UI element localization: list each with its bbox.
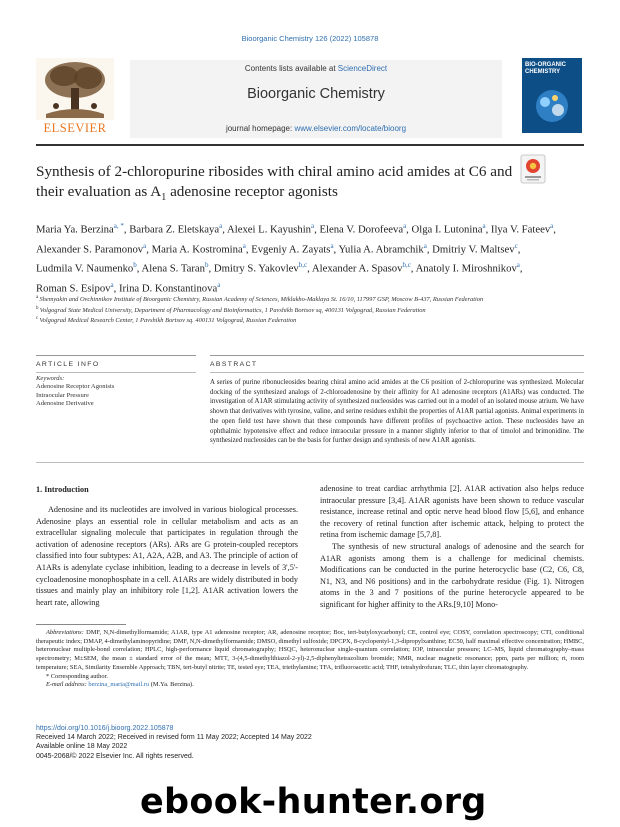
- check-for-updates-badge[interactable]: [520, 154, 546, 184]
- author-affiliation-marker[interactable]: a: [219, 222, 223, 230]
- contents-line: [130, 64, 502, 73]
- keyword-item: Adenosine Receptor Agonists: [36, 383, 115, 391]
- available-online: Available online 18 May 2022: [36, 743, 128, 751]
- body-paragraph: adenosine to treat cardiac arrhythmia [2]. A1AR activation also helps reduce intraocular pressure [3,4]. A1AR agonists have been shown to reduce vascular resistance, increase retinal and optic nerve head blood flow [5,6], and enhance the recovery of retinal function after ischemic attack, helping to protect the retina from ischemic damage [5,7,8].: [320, 484, 584, 540]
- affiliation-marker: a: [36, 295, 40, 300]
- section-heading-introduction: 1. Introduction: [36, 485, 89, 494]
- check-for-updates-icon: [520, 154, 546, 184]
- author-affiliation-marker[interactable]: a: [403, 222, 407, 230]
- author-affiliation-marker[interactable]: a: [110, 280, 114, 289]
- elsevier-tree-logo: [36, 58, 114, 120]
- corresponding-author-note: * Corresponding author.: [46, 672, 108, 680]
- author-affiliation-marker[interactable]: a: [311, 222, 315, 230]
- author-name[interactable]: Maria A. Kostromina: [151, 243, 243, 256]
- article-info-rule: [36, 355, 196, 356]
- author-name[interactable]: Elena V. Dorofeeva: [319, 223, 404, 236]
- author-affiliation-marker[interactable]: a: [550, 222, 554, 230]
- author-affiliation-marker[interactable]: b,c: [298, 261, 308, 270]
- abbreviations-text: DMF, N,N-dimethylformamide; A1AR, type A1 adenosine receptor; AR, adenosine receptor; Boc, tert-butyloxycarbonyl; CE, control eye; COSY, correlation spectroscopy; CTI, conditional therapeutic index; DMAP, 4-dimethylaminopyridine; DMF, N,N-dimethylformamide; DMSO, dimethyl sulfoxide; DPCPX, 8-cyclopentyl-1,3-dipropylxanthine; EC50, half maximal effective concentration; HMBC, heteronuclear multiple-bond correlation; HPLC, high-performance liquid chromatography; HSQC, heteronuclear single-quantum correlation; IOP, intraocular pressure; LC–MS, liquid chromatography–mass spectrometry; M±SEM, the mean ± standard error of the mean; MTT, 3-(4,5-dimethylthiazol-2-yl)-2,5-diphenyltetrazolium bromide; NMR, nuclear magnetic resonance; ppm, parts per million; rt, room temperature; SEA, Similarity Ensemble Approach; TBN, tert-butyl nitrite; TE, tested eye; TEA, triethylamine; TFA, trifluoroacetic acid; THF, tetrahydrofuran; TLC, thin layer chromatography.: [36, 629, 584, 671]
- abstract-heading: ABSTRACT: [210, 361, 258, 368]
- affiliation-text: Volgograd Medical Research Center, 1 Pavshikh Bortsov sq. 400131 Volgograd, Russian Federation: [39, 317, 297, 325]
- author-name[interactable]: Alena S. Taran: [141, 262, 206, 275]
- homepage-link[interactable]: www.elsevier.com/locate/bioorg: [294, 124, 407, 133]
- author-name[interactable]: Dmitriy V. Maltsev: [432, 243, 515, 256]
- cover-title: BIO-ORGANIC CHEMISTRY: [525, 62, 566, 75]
- author-affiliation-marker[interactable]: a: [482, 222, 486, 230]
- affiliation-marker: c: [36, 316, 40, 322]
- affiliation-item: [36, 315, 584, 326]
- author-affiliation-marker[interactable]: a: [516, 261, 520, 270]
- watermark: ebook-hunter.org: [140, 782, 487, 822]
- author-affiliation-marker[interactable]: a: [330, 241, 334, 250]
- affiliation-text: Volgograd State Medical University, Department of Pharmacology and Bioinformatics, 1 Pavshikh Bortsov sq, 400131 Volgograd, Russian Federation: [39, 306, 426, 314]
- author-affiliation-marker[interactable]: b,c: [402, 261, 411, 270]
- author-affiliation-marker[interactable]: c: [514, 241, 518, 250]
- body-right-column: [320, 483, 584, 611]
- author-affiliation-marker[interactable]: b: [133, 261, 137, 270]
- abbreviations-label: Abbreviations:: [46, 629, 84, 636]
- author-name[interactable]: Alexander A. Spasov: [311, 262, 403, 275]
- elsevier-wordmark: ELSEVIER: [43, 121, 107, 135]
- affiliation-text: Shemyakin and Ovchinnikov Institute of Bioorganic Chemistry, Russian Academy of Sciences, Miklukho-Maklaya St. 16/10, 117997 GSP, Moscow B-437, Russian Federation: [39, 296, 484, 304]
- journal-name: Bioorganic Chemistry: [247, 86, 385, 102]
- article-info-rule-2: [36, 372, 196, 373]
- author-name[interactable]: Evgeniy A. Zayats: [251, 243, 331, 256]
- sciencedirect-link[interactable]: ScienceDirect: [337, 64, 388, 73]
- abbreviations-footnote: [36, 629, 584, 673]
- email-note: [36, 681, 584, 690]
- abstract-rule-2: [210, 372, 584, 373]
- abstract-text: A series of purine ribonucleosides bearing chiral amino acid amides at the C6 position of 2-chloropurine was synthesized. Molecular docking of the synthesized analogs of 2-chloroadenosine by their affinity for A1 adenosine receptors (A1ARs) was conducted. The investigation of A1AR stimulating activity of synthesized nucleosides was carried out in a model of an isolated mouse atrium. We have shown that derivatives with tyrosine, valine, and serine residues exhibit the properties of A1AR partial agonists. Animal experiments in the open field test have shown that these compounds have different profiles of psychoactive action. These nucleosides have an ophthalmic hypotensive effect and reduce intraocular pressure in a manner slightly inferior to that of timolol and brimonidine. The synthesized nucleosides can be the basis for further design and synthesis of new A1AR agonists.: [210, 379, 584, 445]
- body-paragraph: Adenosine and its nucleotides are involved in various biological processes. Adenosine plays an essential role in cellular metabolism and acts as an extracellular signaling molecule that participates in regulation through the activation of adenosine receptors (ARs). ARs are G protein-coupled receptors classified into four subtypes: A1, A2A, A2B, and A3. The principle of action of A1ARs is adenylate cyclase inhibition, leading to a decrease in levels of 3',5'-cycloadenosine monophosphate in a cell. A1ARs are widely distributed in body tissues and mainly play an inhibitory role [1,2]. A1AR activation lowers the heart rate, allowing: [36, 505, 298, 607]
- homepage-line: [130, 124, 502, 133]
- copyright: 0045-2068/© 2022 Elsevier Inc. All rights reserved.: [36, 752, 194, 760]
- author-name[interactable]: Barbara Z. Eletskaya: [129, 223, 220, 236]
- received-dates: Received 14 March 2022; Received in revised form 11 May 2022; Accepted 14 May 2022: [36, 734, 312, 742]
- keyword-item: Adenosine Derivative: [36, 400, 94, 408]
- email-label: E-mail address:: [46, 681, 89, 689]
- keyword-item: Intraocular Pressure: [36, 391, 89, 399]
- email-suffix: (M.Ya. Berzina).: [149, 681, 194, 689]
- cover-molecule-art: [527, 78, 577, 128]
- author-name[interactable]: Alexei L. Kayushin: [227, 223, 312, 236]
- author-affiliation-marker[interactable]: a: [423, 241, 427, 250]
- author-name[interactable]: Anatoly I. Miroshnikov: [415, 262, 517, 275]
- keywords-label: Keywords:: [36, 375, 65, 382]
- footnotes: [36, 629, 584, 690]
- journal-reference[interactable]: Bioorganic Chemistry 126 (2022) 105878: [241, 34, 379, 43]
- author-list: Maria Ya. Berzina$^{a, *}$, Barbara Z. Eletskaya$^a$, Alexei L. Kayushin$^a$, Elena V. Dorofeeva$^a$, Olga I. Lutonina$^a$, Ilya V. Fateev$^a$, Alexander S. Paramonov$^a$, Maria A. Kostromina$^a$, Evgeniy A. Zayats$^a$, Yulia A. Abramchik$^a$, Dmitriy V. Maltsev$^c$, Ludmila V. Naumenko$^b$, Alena S. Taran$^b$, Dmitry S. Yakovlev$^{b,c}$, Alexander A. Spasov$^{b,c}$, Anatoly I. Miroshnikov$^a$, Roman S. Esipov$^a$, Irina D. Konstantinova$^a$: [36, 222, 556, 295]
- author-name[interactable]: Yulia A. Abramchik: [338, 243, 424, 256]
- affiliations: [36, 294, 584, 326]
- author-name[interactable]: Ludmila V. Naumenko: [36, 262, 134, 275]
- publication-info: [36, 724, 584, 761]
- homepage-prefix: journal homepage:: [225, 124, 295, 133]
- author-affiliation-marker[interactable]: a: [217, 280, 221, 289]
- article-title: Synthesis of 2-chloropurine ribosides with chiral amino acid amides at C6 and their evaluation as $A_1$ adenosine receptor agonists: [36, 163, 513, 204]
- author-name[interactable]: Ilya V. Fateev: [490, 223, 551, 236]
- author-name[interactable]: Olga I. Lutonina: [411, 223, 483, 236]
- author-name[interactable]: Dmitry S. Yakovlev: [213, 262, 299, 275]
- author-affiliation-marker[interactable]: b: [205, 261, 209, 270]
- article-info-heading: ARTICLE INFO: [36, 361, 100, 368]
- author-name[interactable]: Maria Ya. Berzina: [36, 223, 114, 236]
- header-rule: [36, 144, 584, 146]
- affiliation-item: [36, 294, 584, 305]
- author-name[interactable]: Alexander S. Paramonov: [36, 243, 144, 256]
- author-affiliation-marker[interactable]: a, *: [113, 222, 124, 230]
- author-affiliation-marker[interactable]: a: [143, 241, 147, 250]
- keywords-block: [36, 375, 196, 409]
- abstract-rule: [210, 355, 584, 356]
- contents-prefix: Contents lists available at: [244, 64, 338, 73]
- author-affiliation-marker[interactable]: a: [242, 241, 246, 250]
- footnote-rule: [36, 624, 126, 625]
- body-left-column: [36, 504, 298, 608]
- affiliation-marker: b: [36, 305, 40, 311]
- author-name[interactable]: Irina D. Konstantinova: [118, 282, 218, 295]
- email-link[interactable]: berzina_maria@mail.ru: [88, 681, 150, 689]
- body-paragraph: The synthesis of new structural analogs of adenosine and the search for A1AR agonists among them is a challenge for medicinal chemists. Modifications can be conducted in the purine heterocyclic base (C2, C6, C8, N1, N3, and N6 positions) and in the carbohydrate residue (Fig. 1). Nitrogen atoms in the 3 and 7 positions of the purine heterocycle appeared to be significant for higher affinity to the ARs.[9,10] Mono-: [320, 541, 584, 609]
- doi-link[interactable]: https://doi.org/10.1016/j.bioorg.2022.105878: [36, 725, 174, 732]
- journal-cover-thumbnail[interactable]: [522, 58, 582, 133]
- affiliation-item: [36, 305, 584, 316]
- abstract-bottom-rule: [36, 462, 584, 463]
- author-name[interactable]: Roman S. Esipov: [36, 282, 111, 295]
